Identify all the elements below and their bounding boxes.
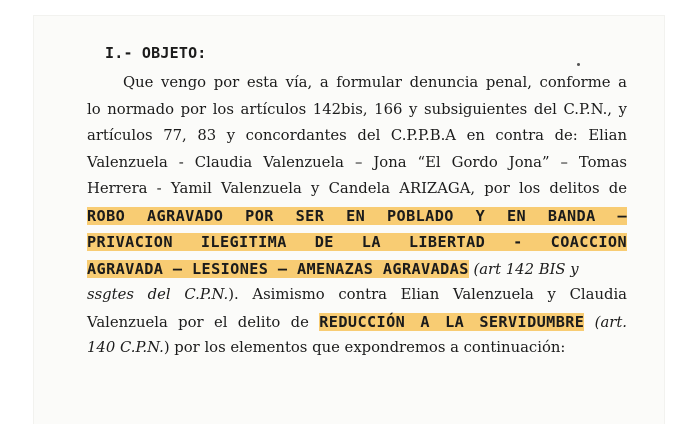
paragraph-line-3: artículos 77, 83 y concordantes del C.P.P.B.A en contra de: Elian [87,127,627,144]
paragraph-line-7 [87,229,627,256]
paragraph-line-11 [87,335,627,362]
paragraph-text: ). Asimismo contra Elian Valenzuela y Claudia [228,286,628,303]
paragraph-text: ) por los elementos que expondremos a continuación: [163,339,566,356]
document-body [87,42,627,362]
article-reference-2-cont: 140 C.P.N. [87,339,164,356]
paragraph-line-6 [87,203,627,230]
article-reference-1: (art 142 BIS y [468,260,579,278]
article-reference-1-cont: ssgtes del C.P.N. [87,286,229,303]
article-reference-2: (art. [584,313,627,331]
highlighted-offense-3: AGRAVADA – LESIONES – AMENAZAS AGRAVADAS [87,259,469,278]
paragraph-text: Valenzuela por el delito de [87,313,320,331]
paragraph-line-10 [87,309,627,336]
paragraph-line-8 [87,256,627,283]
paragraph-line-2: lo normado por los artículos 142bis, 166 y subsiguientes del C.P.N., y [87,100,627,118]
paragraph-line-9 [87,282,627,309]
section-title: I.- OBJETO: [105,44,207,62]
paragraph-line-1: Que vengo por esta vía, a formular denuncia penal, conforme a [123,74,627,91]
highlighted-offense-1: ROBO AGRAVADO POR SER EN POBLADO Y EN BANDA – [87,206,627,225]
paragraph-line-5: Herrera - Yamil Valenzuela y Candela ARIZAGA, por los delitos de [87,180,627,197]
highlighted-offense-2: PRIVACION ILEGITIMA DE LA LIBERTAD - COACCION [87,233,627,251]
highlighted-offense-4: REDUCCIÓN A LA SERVIDUMBRE [319,312,585,331]
paragraph-line-4: Valenzuela - Claudia Valenzuela – Jona “El Gordo Jona” – Tomas [87,153,627,171]
